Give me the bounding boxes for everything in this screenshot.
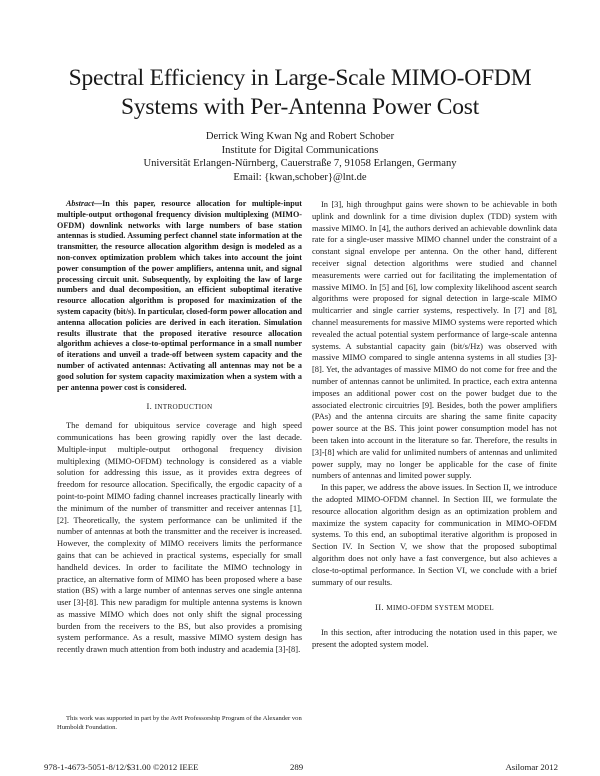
model-paragraph-1: In this section, after introducing the notation used in this paper, we present the adopted system model. bbox=[312, 627, 557, 649]
section-heading-introduction bbox=[57, 401, 302, 414]
page-number: 289 bbox=[290, 762, 304, 772]
institute: Institute for Digital Communications bbox=[221, 144, 379, 156]
abstract-text: —In this paper, resource allocation for multiple-input multiple-output orthogonal frequency division multiplexing (MIMO-OFDM) downlink networks with large numbers of base station antennas is studied. Assuming perfect channel state information at the transmitter, the resource allocation algorithm design is modeled as a non-convex optimization problem which takes into account the joint power consumption of the power amplifiers, antenna unit, and signal processing circuit unit. Subsequently, by exploiting the law of large numbers and dual decomposition, an efficient suboptimal iterative resource allocation algorithm is proposed for maximization of the system capacity (bit/s). In particular, closed-form power allocation and antenna allocation policies are derived in each iteration. Simulation results illustrate that the proposed iterative resource allocation algorithm achieves a close-to-optimal performance in a small number of iterations and unveil a trade-off between system capacity and the number of activated antennas: Activating all antennas may not be a good solution for system capacity maximization when a system with a per antenna power cost is considered. bbox=[57, 199, 302, 392]
footer-copyright: 978-1-4673-5051-8/12/$31.00 ©2012 IEEE bbox=[44, 762, 199, 772]
intro-paragraph-3: In this paper, we address the above issues. In Section II, we introduce the adopted MIMO-OFDM channel. In Section III, we formulate the resource allocation algorithm design as an optimization problem and maximize the system capacity for communication in MIMO-OFDM systems. To this end, an suboptimal iterative algorithm is proposed in Section IV. In Section V, we show that the proposed suboptimal algorithm does not only have a fast convergence, but also achieves a close-to-optimal performance. In Section VI, we conclude with a brief summary of our results. bbox=[312, 482, 557, 587]
intro-paragraph-2: In [3], high throughput gains were shown to be achievable in both uplink and downlink for a time division duplex (TDD) system with massive MIMO. In [4], the authors derived an achievable downlink data rate for a single-user massive MIMO channel under the constraint of a constant signal envelope per antenna. On the other hand, different receiver signal detection algorithms were studied and channel measurements were carried out for facilitating the implementation of massive MIMO. In [5] and [6], low complexity likelihood ascent search algorithms were proposed for signal detection in large-scale MIMO multicarrier and single carrier systems, respectively. In [7] and [8], channel measurements for massive MIMO systems were reported which revealed the actual potential system performance of large-scale antenna systems. A substantial capacity gain (bit/s/Hz) was observed with massive MIMO compared to single antenna systems in all studies [3]-[8]. Yet, the advantages of massive MIMO do not come for free and the number of antennas cannot be unlimited. In practice, each extra antenna imposes an additional power cost on the power budget due to the associated electronic circuitries [9]. Besides, both the power amplifiers (PAs) and the antenna circuits are sharing the same finite capacity power source at the BS. This joint power consumption model has not been taken into account in the literature so far. Therefore, the results in [3]-[8] which are valid for unlimited numbers of antennas and unlimited power supply, may no longer be applicable for the case of finite numbers of antennas and limited power supply. bbox=[312, 199, 557, 481]
section-number: II. bbox=[375, 602, 384, 613]
intro-paragraph-1: The demand for ubiquitous service coverage and high speed communications has been growing rapidly over the last decade. Multiple-input multiple-output orthogonal frequency division multiplexing (MIMO-OFDM) technology is considered as a viable solution for addressing this issue, as it provides extra degrees of freedom for resource allocation. Specifically, the ergodic capacity of a point-to-point MIMO fading channel increases practically linearly with the minimum of the number of transmitter and receiver antennas [1], [2]. Theoretically, the system performance can be unlimited if the number of antennas at both the transmitter and the receiver is increased. However, the complexity of MIMO receivers limits the performance gains that can be achieved in practical systems, especially for small handheld devices. In order to facilitate the MIMO technology in practice, an alternative form of MIMO has been proposed where a base station (BS) with a large number of antennas serves one single antenna user [3]-[8]. This new paradigm for multiple antenna systems is known as massive MIMO which does not only shift the signal processing burden from the receivers to the BS, but also provides a promising system performance. As a result, massive MIMO system design has recently drawn much attention from both industry and academia [3]-[8]. bbox=[57, 420, 302, 655]
left-column bbox=[57, 199, 302, 656]
footnote: This work was supported in part by the AvH Professorship Program of the Alexander von Humboldt Foundation. bbox=[57, 715, 302, 731]
paper-title: Spectral Efficiency in Large-Scale MIMO-OFDM Systems with Per-Antenna Power Cost bbox=[68, 65, 532, 120]
section-title: MIMO-OFDM SYSTEM MODEL bbox=[386, 604, 494, 613]
email: Email: {kwan,schober}@lnt.de bbox=[233, 171, 367, 183]
abstract bbox=[57, 199, 302, 393]
right-column bbox=[312, 199, 557, 651]
address: Universität Erlangen-Nürnberg, Cauerstraße 7, 91058 Erlangen, Germany bbox=[143, 158, 457, 169]
abstract-lead: Abstract bbox=[66, 199, 94, 208]
conference-name: Asilomar 2012 bbox=[505, 762, 558, 772]
section-title: INTRODUCTION bbox=[154, 403, 213, 412]
author-block bbox=[40, 130, 560, 184]
section-heading-system-model bbox=[312, 602, 557, 615]
section-number: I. bbox=[146, 401, 153, 412]
author-names: Derrick Wing Kwan Ng and Robert Schober bbox=[205, 131, 395, 142]
